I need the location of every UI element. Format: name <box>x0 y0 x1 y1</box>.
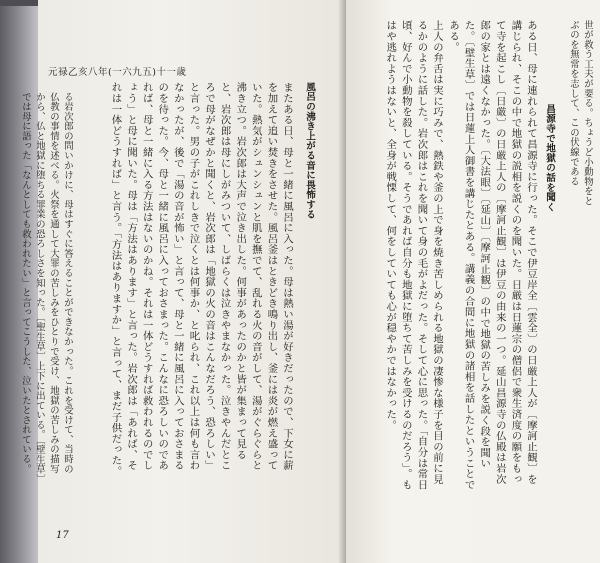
section-heading-temple: 昌源寺で地獄の話を聞く <box>544 104 555 212</box>
left-note-block: る岩次郎の問いかけに、母はすぐに答えることができなかった。これを受けて、当時の仏教の事情を述べる。火祭を通して大罪の苦しみをひとりで受け、地獄の苦しみの描写から、仏と地獄に堕ちる罪業の恐ろしさを知った。〔聖生草〕上下に出ている。〔壁生草〕では母に語った「なんとしても救われたい」と言ってこうした、泣いたとされている。 <box>20 92 73 480</box>
right-page-text-area <box>346 0 600 563</box>
page-number: 17 <box>56 530 69 541</box>
section-heading-bath: 風呂の沸き上がる音に畏怖する <box>304 82 315 220</box>
right-body-text-2: 上人の弁舌は実に巧みで、熱鉄や釜の上で身を焼き苦しめられる地獄の凄惨な様子を目の前に見るかのように話した。岩次郎はこれを聞いて身の毛がよだった。そして心に思った。「自分は常日頃、好んで小動物を殺している。そうであれば自分も地獄に堕ちて苦しみを受けるのだろう」。もはや逃れようはないと、全身が戦慄して、何をしていても心が穏やかではなかった。 <box>384 20 443 490</box>
right-top-fragment: 世が救う工夫が要る。ちょうど小動物をとぶのを無常を志して、この伏線である <box>568 20 593 207</box>
left-body-text: またある日、母と一緒に風呂に入った。母は熱い湯が好きだったので、下女に薪を加えて追い焚きをさせた。風呂釜はときどき鳴り出し、釜には炎が燃え盛っていた。熱気がシュンシュンと肌を撫でて、乱れる火の音がして、湯がぐらぐらと沸き立つ。岩次郎は大声で泣き出した。何事があったのかと皆が集まって見ると、岩次郎は母にしがみついて、しばらくは泣きやまなかった。泣きやんだところで母がなぜかと聞くと、岩次郎は「地獄の火の音はこんなだろう、恐ろしい」と言った。男の子がこれしきで泣くとは何事か、と叱られ、これ以上は何も言わなかったが、後で「湯の音が怖い」と言って、母と一緒に風呂に入っておさまるのを待った。今、母と一緒に風呂に入っておさまった。こんなに恐ろしいのであれば、母と一緒に入る方法はないのかね。それは一体どうすれば救われるのでしょう」と母に聞いた。母は「方法はあります」と言った。岩次郎は「あれば、それは一体どうすれば」と言う。「方法はありますか」と言って、まだ子供だった。 <box>109 82 293 477</box>
running-head: 元禄乙亥八年(一六九五)十一歳 <box>48 67 187 78</box>
right-body-text: ある日、母に連れられて昌源寺に行った。そこで伊豆岸全〔雲全〕の日厳上人が〔摩訶止観〕を講じられ、そこの中で地獄の説相を説くのを聞いた。日厳は日蓮宗の僧侶で衆生済度の願をもって寺を起こし〔日厳〕の日厳上人の〔摩訶止観〕は伊豆の由来の一つ。延山昌源寺の仏殿は岩次郎の家とは遠くなかった。〔大法眼〕〔延山〕〔摩訶止観〕の中で地獄の苦しみを説く段を聞いた。〔壁生草〕では日蓮上人御書を講じたとある。講義の合間に地獄の諸相を話したということである。 <box>447 20 537 490</box>
left-page <box>20 0 346 563</box>
right-page <box>346 0 600 563</box>
left-page-text-area <box>20 0 346 563</box>
